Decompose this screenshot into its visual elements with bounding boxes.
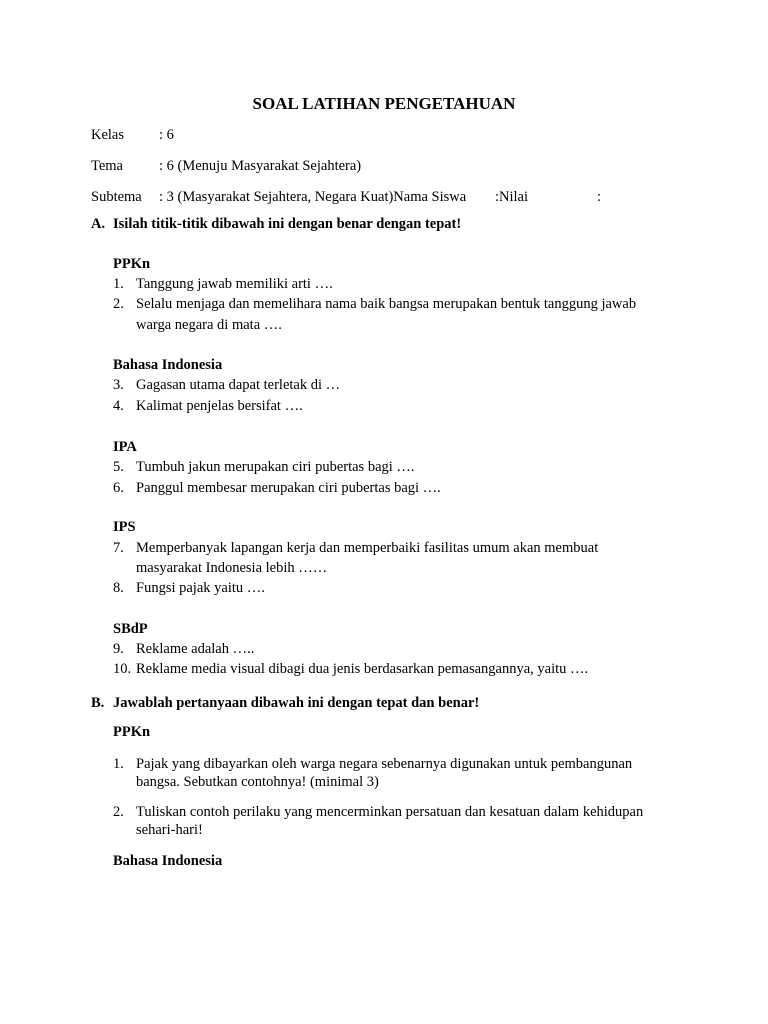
- question-number: 1.: [113, 276, 124, 292]
- question-text: Reklame media visual dibagi dua jenis berdasarkan pemasangannya, yaitu ….: [136, 661, 589, 677]
- question-number: 2.: [113, 296, 124, 312]
- section-b-letter: B.: [91, 695, 105, 711]
- question-text-continuation: bangsa. Sebutkan contohnya! (minimal 3): [136, 774, 379, 790]
- question-number: 4.: [113, 398, 124, 414]
- subtema-value: : 3 (Masyarakat Sejahtera, Negara Kuat)Nama Siswa: [159, 189, 467, 205]
- question-text-continuation: masyarakat Indonesia lebih ……: [136, 560, 328, 576]
- question-text: Kalimat penjelas bersifat ….: [136, 398, 303, 414]
- tema-label: Tema: [91, 158, 123, 174]
- subject-bahasa-indonesia-b: Bahasa Indonesia: [113, 853, 223, 869]
- question-number: 6.: [113, 480, 124, 496]
- question-text-continuation: sehari-hari!: [136, 822, 203, 838]
- nilai-colon: :: [597, 189, 602, 205]
- question-text: Gagasan utama dapat terletak di …: [136, 377, 341, 393]
- question-number: 9.: [113, 641, 124, 657]
- question-text: Reklame adalah …..: [136, 641, 255, 657]
- question-number: 7.: [113, 540, 124, 556]
- question-text: Selalu menjaga dan memelihara nama baik bangsa merupakan bentuk tanggung jawab: [136, 296, 637, 312]
- subject-bahasa-indonesia-a: Bahasa Indonesia: [113, 357, 223, 373]
- question-text-continuation: warga negara di mata ….: [136, 317, 282, 333]
- tema-value: : 6 (Menuju Masyarakat Sejahtera): [159, 158, 362, 174]
- subject-sbdp: SBdP: [113, 621, 148, 637]
- question-number: 1.: [113, 756, 124, 772]
- kelas-value: : 6: [159, 127, 174, 143]
- kelas-label: Kelas: [91, 127, 125, 143]
- section-a-letter: A.: [91, 216, 106, 232]
- subject-ips: IPS: [113, 519, 136, 535]
- question-text: Panggul membesar merupakan ciri pubertas bagi ….: [136, 480, 441, 496]
- question-text: Fungsi pajak yaitu ….: [136, 580, 265, 596]
- section-b-instruction: Jawablah pertanyaan dibawah ini dengan tepat dan benar!: [113, 695, 480, 711]
- question-text: Pajak yang dibayarkan oleh warga negara sebenarnya digunakan untuk pembangunan: [136, 756, 633, 772]
- nilai-label: :Nilai: [495, 189, 529, 205]
- question-text: Memperbanyak lapangan kerja dan memperbaiki fasilitas umum akan membuat: [136, 540, 599, 556]
- subject-ppkn-a: PPKn: [113, 256, 151, 272]
- section-a-instruction: Isilah titik-titik dibawah ini dengan benar dengan tepat!: [113, 216, 462, 232]
- subject-ipa: IPA: [113, 439, 137, 455]
- subtema-label: Subtema: [91, 189, 142, 205]
- question-number: 3.: [113, 377, 124, 393]
- question-text: Tumbuh jakun merupakan ciri pubertas bagi ….: [136, 459, 415, 475]
- question-text: Tanggung jawab memiliki arti ….: [136, 276, 333, 292]
- question-text: Tuliskan contoh perilaku yang mencerminkan persatuan dan kesatuan dalam kehidupan: [136, 804, 644, 820]
- subject-ppkn-b: PPKn: [113, 724, 151, 740]
- question-number: 5.: [113, 459, 124, 475]
- question-number: 10.: [113, 661, 132, 677]
- question-number: 2.: [113, 804, 124, 820]
- question-number: 8.: [113, 580, 124, 596]
- page-title: SOAL LATIHAN PENGETAHUAN: [252, 94, 516, 113]
